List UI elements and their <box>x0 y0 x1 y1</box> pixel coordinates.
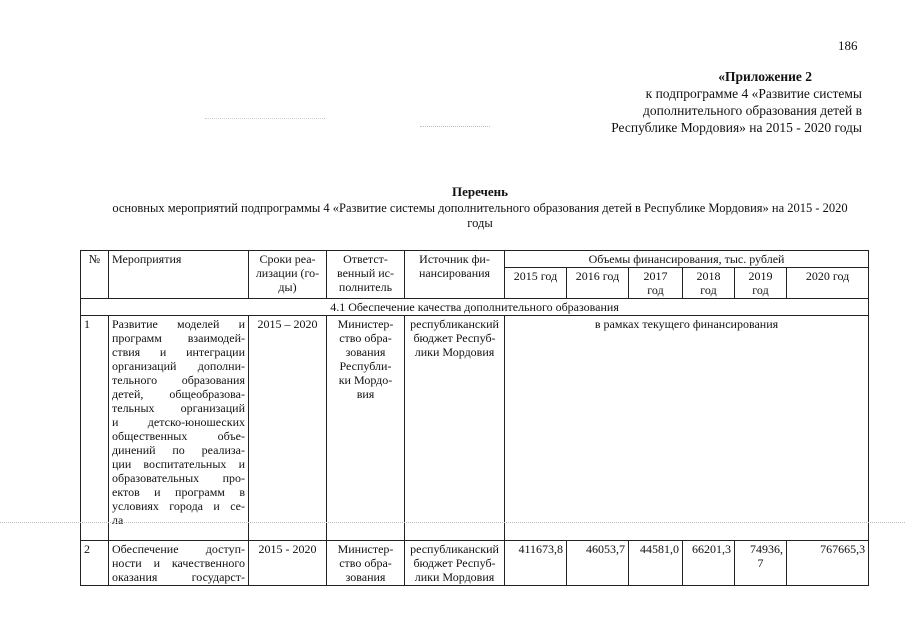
row-value-2019: 74936, 7 <box>735 541 787 586</box>
appendix-line: дополнительного образования детей в <box>643 103 862 118</box>
appendix-line: Республике Мордовия» на 2015 - 2020 годы <box>611 120 862 135</box>
row-event: Обеспечение доступ- ности и качественного оказания государст- <box>109 541 249 586</box>
row-event: Развитие моделей и программ взаимодей- ствия и интеграции организаций дополни- тельного образования детей, общеобразова- тельных организаций и детско-юношеских общественных объе- динений по реализа- ции воспитательных и образовательных про- ектов и программ в условиях города и се- ла <box>109 316 249 541</box>
header-year: 2020 год <box>787 268 869 299</box>
section-row <box>81 299 869 316</box>
row-num: 1 <box>81 316 109 541</box>
row-period: 2015 – 2020 <box>249 316 327 541</box>
heading-title: Перечень <box>451 184 509 199</box>
row-value-2015: 411673,8 <box>505 541 567 586</box>
row-value-2016: 46053,7 <box>567 541 629 586</box>
scan-artifact <box>205 118 325 119</box>
header-year: 2016 год <box>567 268 629 299</box>
appendix-line: к подпрограмме 4 «Развитие системы <box>645 86 862 101</box>
row-value-2017: 44581,0 <box>629 541 683 586</box>
header-event: Мероприятия <box>109 251 249 299</box>
page-number: 186 <box>838 38 858 53</box>
appendix-block <box>542 68 862 136</box>
row-period: 2015 - 2020 <box>249 541 327 586</box>
header-source: Источник фи- нансирования <box>405 251 505 299</box>
header-year: 2017 год <box>629 268 683 299</box>
funding-table <box>80 250 869 586</box>
row-num: 2 <box>81 541 109 586</box>
scan-artifact <box>420 126 490 127</box>
row-value-2020: 767665,3 <box>787 541 869 586</box>
row-responsible: Министер- ство обра- зования Республи- ки Мордо- вия <box>327 316 405 541</box>
header-year: 2015 год <box>505 268 567 299</box>
table-header-row <box>81 251 869 268</box>
table-row <box>81 316 869 541</box>
document-heading <box>100 184 860 231</box>
header-responsible: Ответст- венный ис- полнитель <box>327 251 405 299</box>
header-funding: Объемы финансирования, тыс. рублей <box>505 251 869 268</box>
header-num: № <box>81 251 109 299</box>
header-year: 2018 год <box>683 268 735 299</box>
scan-dotted-line <box>0 522 905 524</box>
table-row <box>81 541 869 586</box>
row-funding-note: в рамках текущего финансирования <box>505 316 869 541</box>
row-source: республиканский бюджет Респуб- лики Мордовия <box>405 316 505 541</box>
row-value-2018: 66201,3 <box>683 541 735 586</box>
heading-subtitle: основных мероприятий подпрограммы 4 «Развитие системы дополнительного образования детей в Республике Мордовия» на 2015 - 2020 годы <box>112 201 848 230</box>
header-period: Сроки реа- лизации (го- ды) <box>249 251 327 299</box>
header-year: 2019 год <box>735 268 787 299</box>
row-source: республиканский бюджет Респуб- лики Мордовия <box>405 541 505 586</box>
section-title: 4.1 Обеспечение качества дополнительного образования <box>81 299 869 316</box>
appendix-title: «Приложение 2 <box>718 69 812 84</box>
row-responsible: Министер- ство обра- зования <box>327 541 405 586</box>
